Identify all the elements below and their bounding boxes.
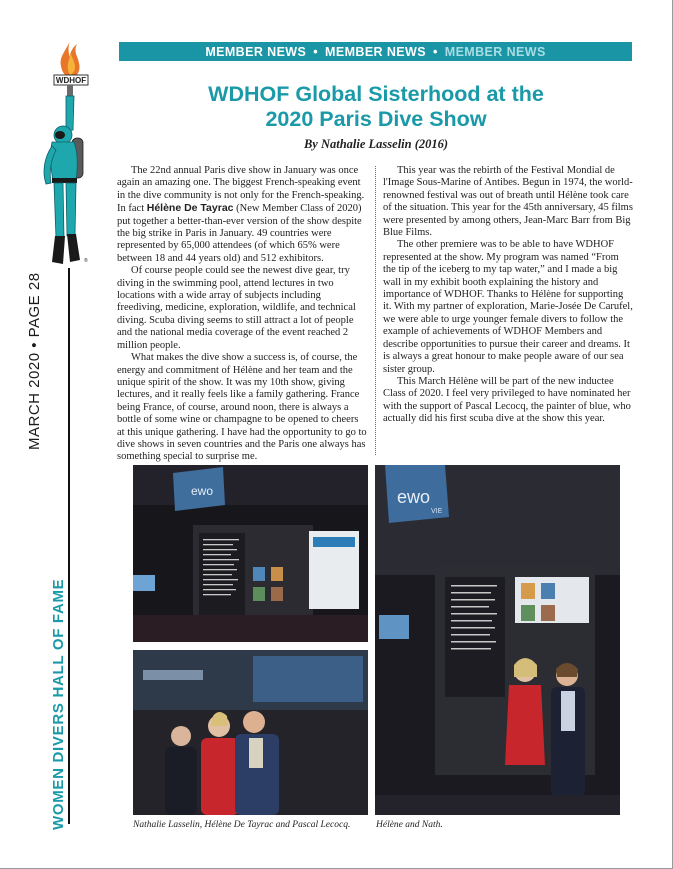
svg-text:ewo: ewo: [191, 484, 214, 498]
byline: By Nathalie Lasselin (2016): [303, 137, 449, 151]
band-separator-2: •: [432, 44, 438, 59]
paragraph: The other premiere was to be able to have WDHOF represented at the show. My program was named “From the tip of the iceberg to my tap water,” and I made a big wall in my exhibit booth explaining the history and importance of WDHOF. Thanks to Hélène for supporting it. With my partner of exploration, Marie-Josée De Carufel, we were able to urge younger female divers to follow the example of achievements of WDHOF Members and describe opportunities to pursue their career and dreams. It is always a great honour to make people aware of our sea sister group.: [383, 239, 633, 375]
caption-left: Nathalie Lasselin, Hélène De Tayrac and Pascal Lecocq.: [133, 820, 351, 830]
paragraph: The 22nd annual Paris dive show in January was once again an amazing one. The biggest French-speaking event in the dive community is not only for the French-speaking. In fact Hélène De Tayrac (New Member Class of 2020) put together a better-than-ever version of the show despite the big strike in Paris in January. 49 countries were represented by 65,000 attendees (of which 65% were between 18 and 44 years old) and 512 exhibitors.: [117, 165, 365, 264]
article-title: [120, 82, 632, 132]
band-label-3: MEMBER NEWS: [444, 44, 546, 59]
svg-text:WDHOF: WDHOF: [55, 76, 87, 85]
caption-right: Hélène and Nath.: [376, 820, 443, 830]
band-label-1: MEMBER NEWS: [205, 44, 307, 59]
sidebar-rule: [68, 268, 70, 824]
svg-text:VIE: VIE: [431, 508, 443, 515]
paragraph: This year was the rebirth of the Festival Mondial de l'Image Sous-Marine of Antibes. Begun in 1974, the world-renowned festival was out of breath until Hélène took care of the situation. This year for the 45th anniversary, 45 films were presented by among others, Jean-Marc Barr from Big Blue Films.: [383, 165, 633, 239]
photo-exhibit-booth: [133, 465, 368, 642]
title-line-1: WDHOF Global Sisterhood at the: [208, 82, 544, 106]
publication-title: WOMEN DIVERS HALL OF FAME: [50, 578, 67, 830]
issue-date-page: MARCH 2020 • PAGE 28: [26, 272, 43, 450]
honoree-name: Hélène De Tayrac: [146, 202, 234, 215]
photo-two-women: [375, 465, 620, 815]
paragraph: Of course people could see the newest dive gear, try diving in the swimming pool, attend lectures in two locations with a wide array of subjects including freediving, medicine, exploration, wildlife, and technical diving. Scuba diving seems to still attract a lot of people and the national media coverage of the event reached 2 million people.: [117, 265, 356, 351]
band-separator-1: •: [313, 44, 319, 59]
svg-text:ewo: ewo: [397, 487, 431, 507]
title-line-2: 2020 Paris Dive Show: [265, 107, 487, 131]
article-column-left: [117, 165, 367, 464]
svg-text:®: ®: [84, 258, 88, 264]
column-divider: [375, 166, 376, 455]
band-label-2: MEMBER NEWS: [325, 44, 426, 59]
member-news-band: [119, 42, 632, 61]
photo-three-people: [133, 650, 368, 815]
paragraph: What makes the dive show a success is, of course, the energy and commitment of Hélène and her team and the unique spirit of the show. It was my 10th show, giving lectures, and it really feels like a family gathering. France being France, of course, around noon, there is always a bottle of some wine or champagne to be opened to cheers at this unique gathering. I have had the opportunity to go to dive shows in seven countries and the Paris one always has something special to surprise me.: [117, 352, 367, 463]
paragraph: This March Hélène will be part of the new inductee Class of 2020. I feel very privileged to have nominated her with the support of Pascal Lecocq, the painter of blue, who actually did his first scuba dive at the show this year.: [383, 375, 631, 425]
article-column-right: [383, 165, 634, 426]
